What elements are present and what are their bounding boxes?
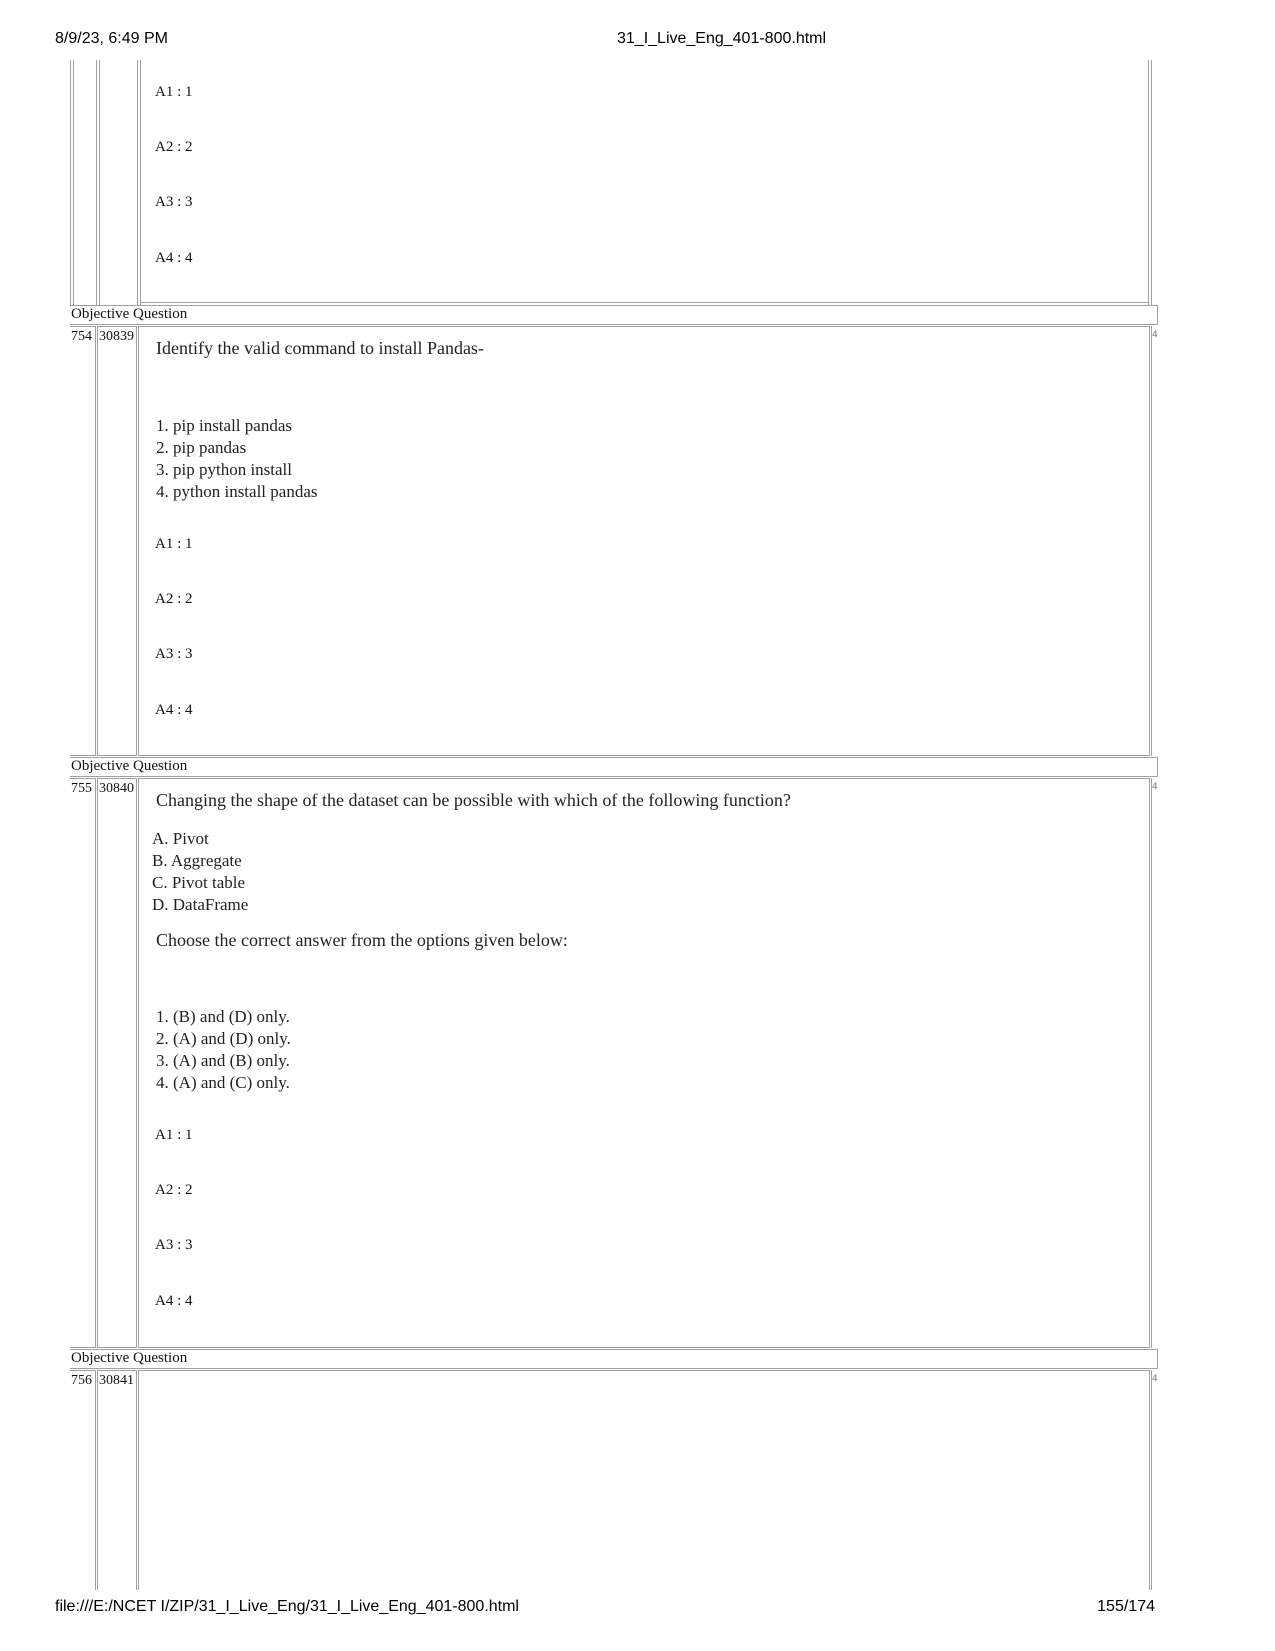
answer-option: A1 : 1 xyxy=(155,536,193,552)
answer-option: A4 : 4 xyxy=(155,702,193,718)
serial-number: 754 xyxy=(71,329,92,344)
choice-list xyxy=(156,415,317,503)
serial-cell xyxy=(70,778,96,1348)
answer-option: A2 : 2 xyxy=(155,1182,193,1198)
question-type-row xyxy=(70,1349,1158,1369)
question-text: Identify the valid command to install Pandas- xyxy=(156,338,484,358)
serial-cell xyxy=(70,326,96,756)
question-type-label: Objective Question xyxy=(71,758,188,774)
answer-option: A2 : 2 xyxy=(155,591,193,607)
answer-option: A4 : 4 xyxy=(155,1293,193,1309)
question-type-label: Objective Question xyxy=(71,1350,188,1366)
question-id-cell xyxy=(97,1370,137,1590)
answer-option: A1 : 1 xyxy=(155,1127,193,1143)
answer-option: A3 : 3 xyxy=(155,646,193,662)
statement-item: A. Pivot xyxy=(152,829,209,848)
question-id-cell xyxy=(97,326,137,756)
answer-option: A2 : 2 xyxy=(155,139,193,155)
serial-cell xyxy=(70,1370,96,1590)
choice-item: 3. (A) and (B) only. xyxy=(156,1051,290,1070)
print-date: 8/9/23, 6:49 PM xyxy=(55,30,168,47)
answer-option: A1 : 1 xyxy=(155,84,193,100)
page-number: 155/174 xyxy=(1097,1598,1155,1615)
question-type-row xyxy=(70,757,1158,777)
choice-item: 1. (B) and (D) only. xyxy=(156,1007,290,1026)
question-type-label: Objective Question xyxy=(71,306,188,322)
choice-item: 4. (A) and (C) only. xyxy=(156,1073,290,1092)
answer-option: A4 : 4 xyxy=(155,250,193,266)
truncated-cell-marker: 4 xyxy=(1152,330,1158,340)
statement-item: D. DataFrame xyxy=(152,895,249,914)
choice-item: 2. pip pandas xyxy=(156,438,247,457)
answer-option: A3 : 3 xyxy=(155,1237,193,1253)
truncated-cell-marker: 4 xyxy=(1152,1374,1158,1384)
question-table xyxy=(70,60,1216,1590)
question-instruction: Choose the correct answer from the options given below: xyxy=(156,930,568,950)
choice-item: 3. pip python install xyxy=(156,460,292,479)
choice-list xyxy=(156,1006,291,1094)
statement-item: B. Aggregate xyxy=(152,851,242,870)
choice-item: 2. (A) and (D) only. xyxy=(156,1029,291,1048)
print-url: file:///E:/NCET I/ZIP/31_I_Live_Eng/31_I_Live_Eng_401-800.html xyxy=(55,1598,519,1615)
serial-number: 755 xyxy=(71,781,92,796)
question-text: Changing the shape of the dataset can be possible with which of the following function? xyxy=(156,790,791,810)
print-title: 31_I_Live_Eng_401-800.html xyxy=(617,30,827,47)
choice-item: 4. python install pandas xyxy=(156,482,318,501)
question-type-row xyxy=(70,305,1158,325)
question-id-cell xyxy=(97,778,137,1348)
question-id: 30840 xyxy=(99,781,134,796)
question-id: 30841 xyxy=(99,1373,134,1388)
choice-item: 1. pip install pandas xyxy=(156,416,292,435)
statement-item: C. Pivot table xyxy=(152,873,246,892)
serial-number: 756 xyxy=(71,1373,92,1388)
question-body xyxy=(138,1370,1150,1590)
statement-list xyxy=(152,828,248,916)
answer-option: A3 : 3 xyxy=(155,194,193,210)
question-id: 30839 xyxy=(99,329,134,344)
truncated-cell-marker: 4 xyxy=(1152,782,1158,792)
question-body xyxy=(138,326,1150,756)
